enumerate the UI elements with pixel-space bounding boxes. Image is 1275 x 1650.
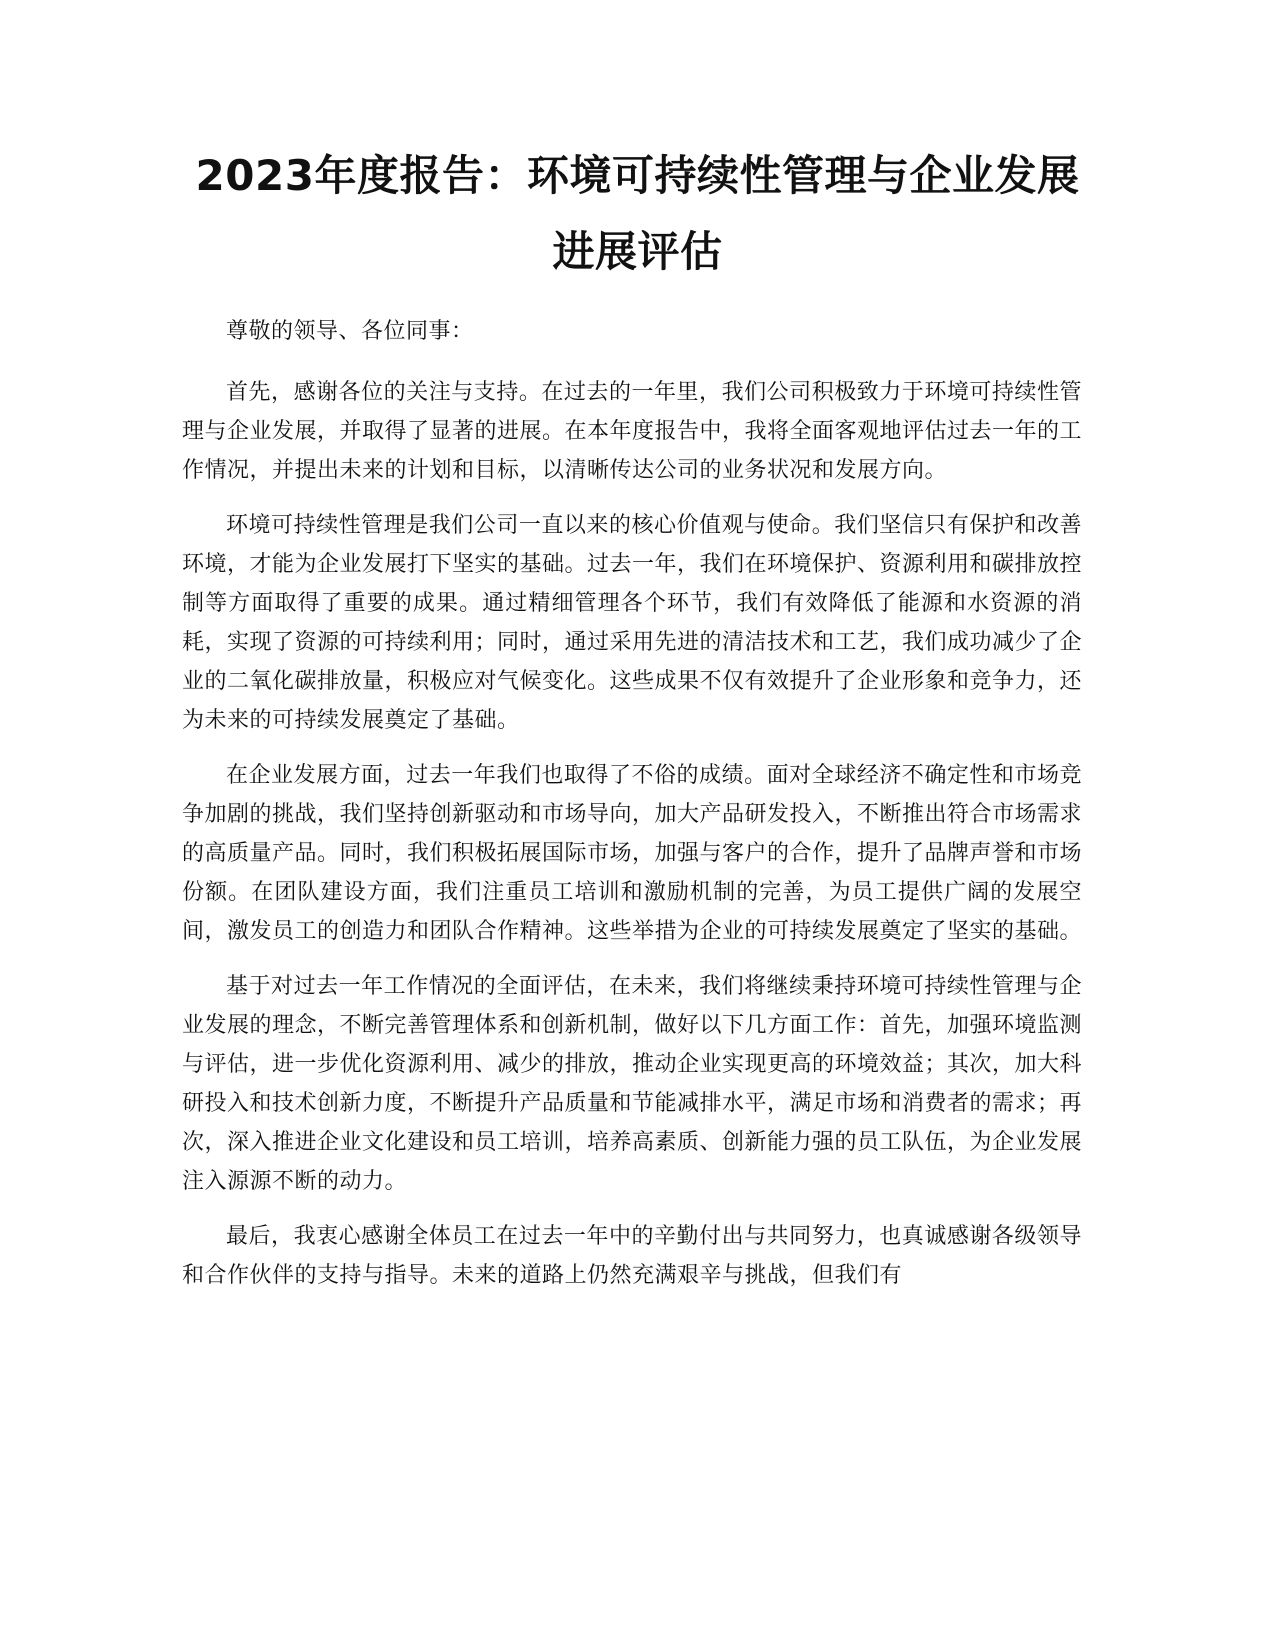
paragraph-thanks: 首先，感谢各位的关注与支持。在过去的一年里，我们公司积极致力于环境可持续性管理与企业发展，并取得了显著的进展。在本年度报告中，我将全面客观地评估过去一年的工作情况，并提出未来的计划和目标，以清晰传达公司的业务状况和发展方向。 [182,380,1083,483]
paragraph-environment: 环境可持续性管理是我们公司一直以来的核心价值观与使命。我们坚信只有保护和改善环境，才能为企业发展打下坚实的基础。过去一年，我们在环境保护、资源利用和碳排放控制等方面取得了重要的成果。通过精细管理各个环节，我们有效降低了能源和水资源的消耗，实现了资源的可持续利用；同时，通过采用先进的清洁技术和工艺，我们成功减少了企业的二氧化碳排放量，积极应对气候变化。这些成果不仅有效提升了企业形象和竞争力，还为未来的可持续发展奠定了基础。 [182,513,1083,733]
paragraph-closing: 最后，我衷心感谢全体员工在过去一年中的辛勤付出与共同努力，也真诚感谢各级领导和合作伙伴的支持与指导。未来的道路上仍然充满艰辛与挑战，但我们有 [182,1224,1082,1288]
document-title: 2023年度报告：环境可持续性管理与企业发展进展评估 [195,151,1080,276]
paragraph-future-plan: 基于对过去一年工作情况的全面评估，在未来，我们将继续秉持环境可持续性管理与企业发展的理念，不断完善管理体系和创新机制，做好以下几方面工作：首先，加强环境监测与评估，进一步优化资源利用、减少的排放，推动企业实现更高的环境效益；其次，加大科研投入和技术创新力度，不断提升产品质量和节能减排水平，满足市场和消费者的需求；再次，深入推进企业文化建设和员工培训，培养高素质、创新能力强的员工队伍，为企业发展注入源源不断的动力。 [182,974,1083,1194]
document-body [182,312,1082,1311]
salutation: 尊敬的领导、各位同事： [226,319,474,344]
paragraph-development: 在企业发展方面，过去一年我们也取得了不俗的成绩。面对全球经济不确定性和市场竞争加剧的挑战，我们坚持创新驱动和市场导向，加大产品研发投入，不断推出符合市场需求的高质量产品。同时，我们积极拓展国际市场，加强与客户的合作，提升了品牌声誉和市场份额。在团队建设方面，我们注重员工培训和激励机制的完善，为员工提供广阔的发展空间，激发员工的创造力和团队合作精神。这些举措为企业的可持续发展奠定了坚实的基础。 [182,763,1083,944]
